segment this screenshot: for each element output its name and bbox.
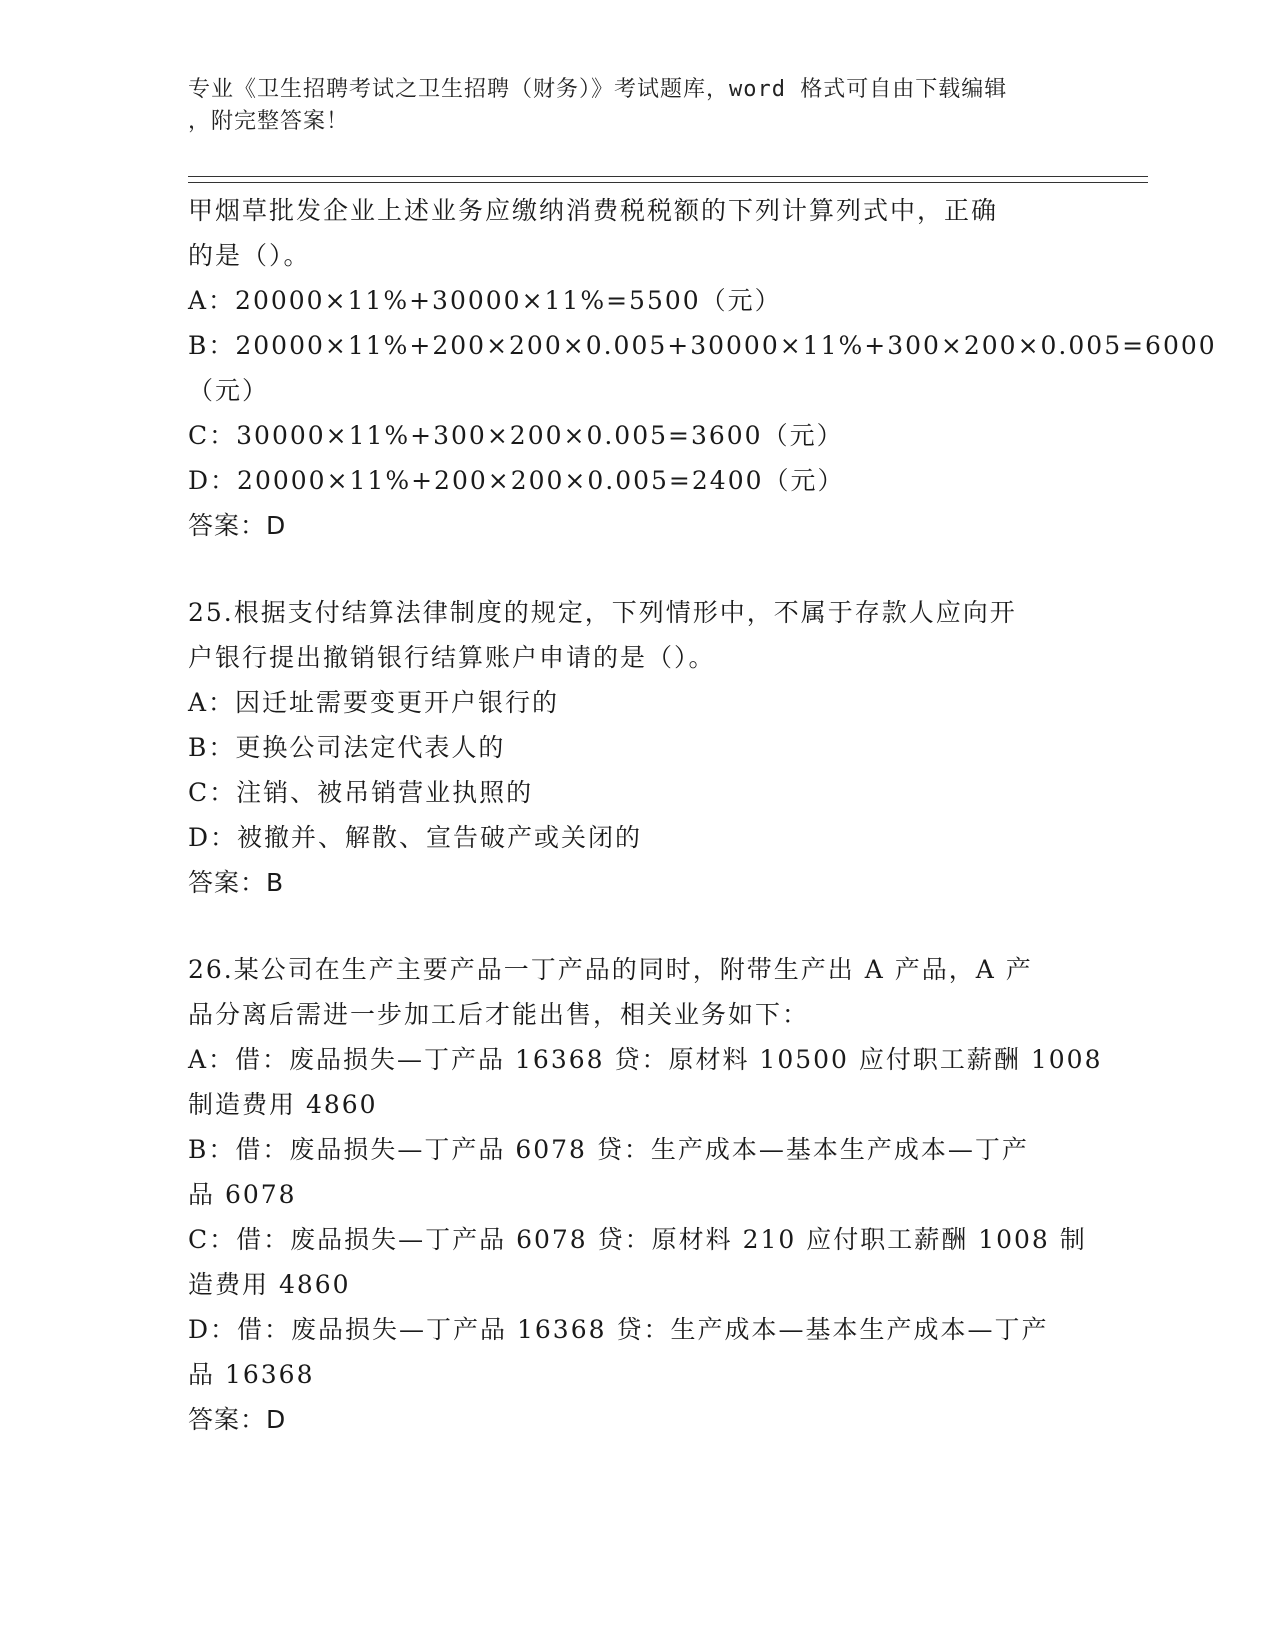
option-d-continued: 品 16368 xyxy=(188,1360,315,1389)
option-d: D：被撤并、解散、宣告破产或关闭的 xyxy=(188,823,643,852)
answer-line: 答案：D xyxy=(188,511,287,540)
option-b: B：20000×11%+200×200×0.005+30000×11%+300×200×0.005=6000 xyxy=(188,331,1217,360)
question-stem: 甲烟草批发企业上述业务应缴纳消费税税额的下列计算列式中，正确 xyxy=(188,196,999,225)
question-stem: 25.根据支付结算法律制度的规定，下列情形中，不属于存款人应向开 xyxy=(188,598,1017,627)
header-line-2: ，附完整答案！ xyxy=(188,109,350,134)
header-divider-bottom xyxy=(188,182,1148,183)
option-c: C：借：废品损失—丁产品 6078 贷：原材料 210 应付职工薪酬 1008 制 xyxy=(188,1225,1087,1254)
option-c: C：注销、被吊销营业执照的 xyxy=(188,778,534,807)
spacer xyxy=(188,548,1088,590)
question-24 xyxy=(188,188,1217,548)
question-stem: 户银行提出撤销银行结算账户申请的是（）。 xyxy=(188,643,716,672)
spacer xyxy=(188,905,1088,947)
option-c-continued: 造费用 4860 xyxy=(188,1270,351,1299)
option-a: A：20000×11%+30000×11%=5500（元） xyxy=(188,286,782,315)
header-line-1: 专业《卫生招聘考试之卫生招聘（财务）》考试题库，word 格式可自由下载编辑 xyxy=(188,77,1008,102)
question-26 xyxy=(188,947,1103,1442)
header-divider-top xyxy=(188,176,1148,177)
document-header xyxy=(188,74,1068,138)
question-25 xyxy=(188,590,1088,905)
option-c: C：30000×11%+300×200×0.005=3600（元） xyxy=(188,421,844,450)
option-b: B：更换公司法定代表人的 xyxy=(188,733,506,762)
option-d: D：20000×11%+200×200×0.005=2400（元） xyxy=(188,466,845,495)
option-b-continued: （元） xyxy=(188,376,270,405)
option-a: A：因迁址需要变更开户银行的 xyxy=(188,688,560,717)
option-a: A：借：废品损失—丁产品 16368 贷：原材料 10500 应付职工薪酬 1008 xyxy=(188,1045,1103,1074)
option-b-continued: 品 6078 xyxy=(188,1180,297,1209)
answer-line: 答案：D xyxy=(188,1405,287,1434)
option-d: D：借：废品损失—丁产品 16368 贷：生产成本—基本生产成本—丁产 xyxy=(188,1315,1049,1344)
answer-line: 答案：B xyxy=(188,868,285,897)
option-a-continued: 制造费用 4860 xyxy=(188,1090,378,1119)
question-stem: 26.某公司在生产主要产品一丁产品的同时，附带生产出 A 产品，A 产 xyxy=(188,955,1033,984)
question-stem: 品分离后需进一步加工后才能出售，相关业务如下： xyxy=(188,1000,810,1029)
question-list xyxy=(188,188,1217,1442)
option-b: B：借：废品损失—丁产品 6078 贷：生产成本—基本生产成本—丁产 xyxy=(188,1135,1029,1164)
question-stem: 的是（）。 xyxy=(188,241,311,270)
